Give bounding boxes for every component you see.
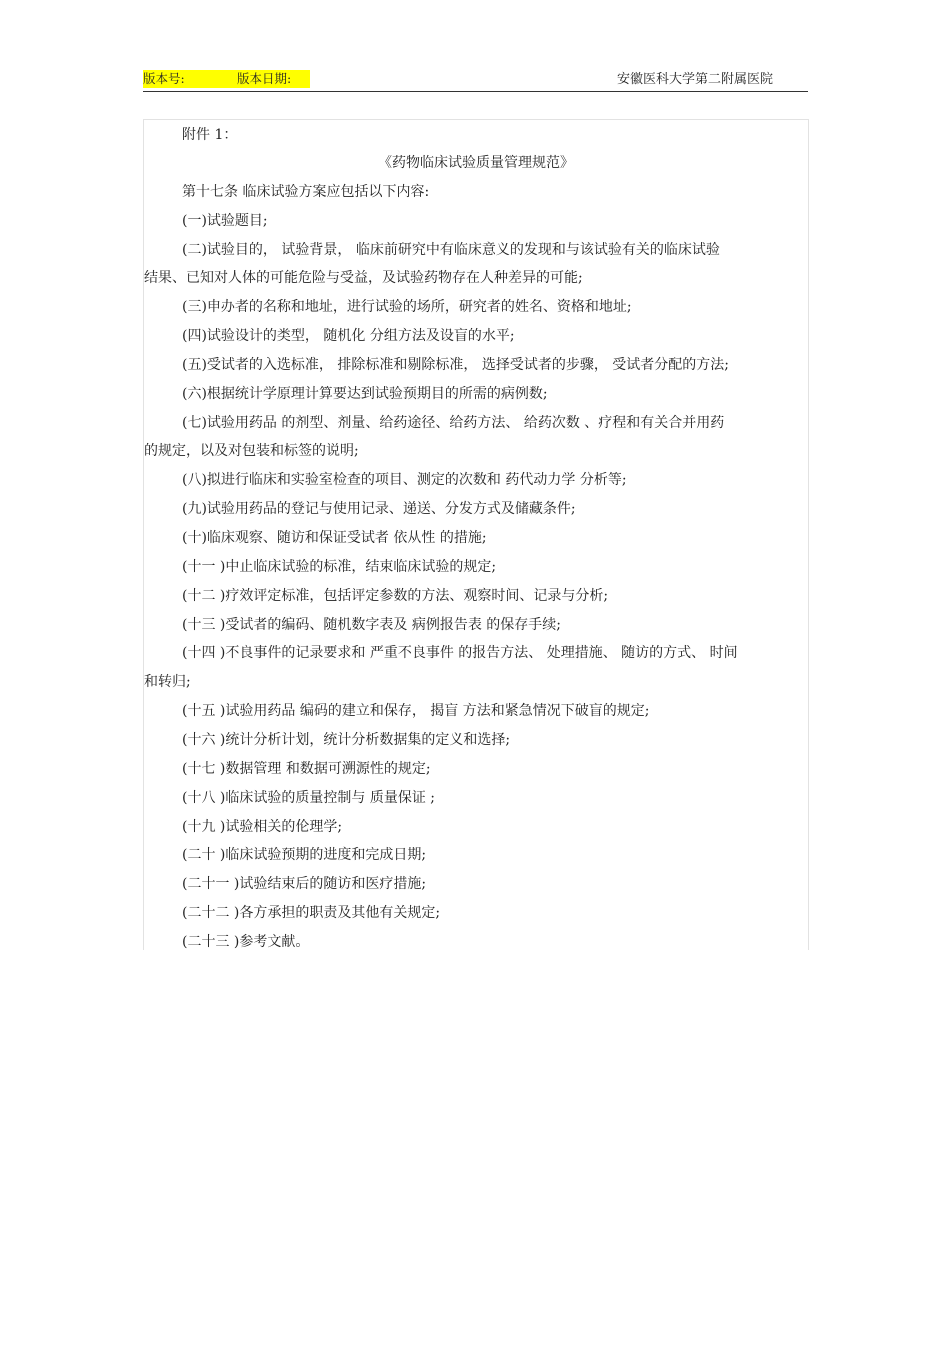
version-date-label: 版本日期:	[237, 71, 292, 86]
list-item: (十五 )试验用药品 编码的建立和保存， 揭盲 方法和紧急情况下破盲的规定;	[182, 703, 650, 719]
list-item: (十一 )中止临床试验的标准，结束临床试验的规定;	[182, 559, 497, 575]
list-item: (九)试验用药品的登记与使用记录、递送、分发方式及储藏条件;	[182, 501, 576, 517]
list-item: (十二 )疗效评定标准，包括评定参数的方法、观察时间、记录与分析;	[182, 588, 609, 604]
list-item: (十)临床观察、随访和保证受试者 依从性 的措施;	[182, 530, 487, 546]
list-item-continuation: 和转归;	[144, 674, 191, 690]
list-item: (八)拟进行临床和实验室检查的项目、测定的次数和 药代动力学 分析等;	[182, 472, 627, 488]
version-number-label: 版本号:	[143, 71, 185, 86]
page-header	[143, 66, 808, 90]
list-item: (五)受试者的入选标准， 排除标准和剔除标准， 选择受试者的步骤， 受试者分配的方法;	[182, 357, 729, 373]
list-item: (二十三 )参考文献。	[182, 934, 310, 950]
list-item: (十四 )不良事件的记录要求和 严重不良事件 的报告方法、 处理措施、 随访的方式、 时间	[182, 645, 738, 661]
list-item: (四)试验设计的类型， 随机化 分组方法及设盲的水平;	[182, 328, 515, 344]
list-item: (二十 )临床试验预期的进度和完成日期;	[182, 847, 427, 863]
list-item-continuation: 的规定，以及对包装和标签的说明;	[144, 443, 359, 459]
organization-name: 安徽医科大学第二附属医院	[616, 72, 773, 87]
list-item-continuation: 结果、已知对人体的可能危险与受益，及试验药物存在人种差异的可能;	[144, 270, 583, 286]
document-title: 《药物临床试验质量管理规范》	[378, 155, 574, 171]
list-item: (十八 )临床试验的质量控制与 质量保证 ;	[182, 790, 435, 806]
list-item: (二十二 )各方承担的职责及其他有关规定;	[182, 905, 441, 921]
header-divider	[143, 91, 808, 92]
list-item: (二十一 )试验结束后的随访和医疗措施;	[182, 876, 427, 892]
list-item: (十七 )数据管理 和数据可溯源性的规定;	[182, 761, 431, 777]
attachment-label: 附件 1：	[182, 127, 238, 143]
list-item: (一)试验题目;	[182, 213, 268, 229]
list-item: (三)申办者的名称和地址，进行试验的场所，研究者的姓名、资格和地址;	[182, 299, 632, 315]
article-intro: 第十七条 临床试验方案应包括以下内容:	[182, 184, 430, 200]
list-item: (十六 )统计分析计划，统计分析数据集的定义和选择;	[182, 732, 511, 748]
list-item: (十三 )受试者的编码、随机数字表及 病例报告表 的保存手续;	[182, 617, 561, 633]
list-item: (七)试验用药品 的剂型、剂量、给药途径、给药方法、 给药次数 、疗程和有关合并用药	[182, 415, 725, 431]
list-item: (六)根据统计学原理计算要达到试验预期目的所需的病例数;	[182, 386, 548, 402]
list-item: (十九 )试验相关的伦理学;	[182, 819, 343, 835]
list-item: (二)试验目的， 试验背景， 临床前研究中有临床意义的发现和与该试验有关的临床试验	[182, 242, 720, 258]
document-frame	[143, 119, 809, 950]
